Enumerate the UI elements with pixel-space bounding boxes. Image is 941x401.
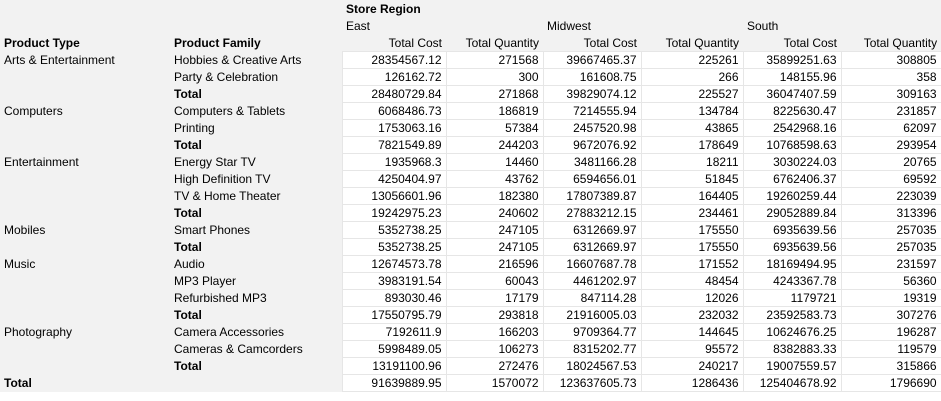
subtotal-label[interactable]: Total: [170, 86, 342, 103]
total-cost-cell[interactable]: 6312669.97: [543, 239, 641, 256]
total-cost-cell[interactable]: 6935639.56: [743, 222, 841, 239]
total-cost-cell[interactable]: 17807389.87: [543, 188, 641, 205]
grand-total-cost-cell[interactable]: 123637605.73: [543, 375, 641, 392]
total-cost-cell[interactable]: 148155.96: [743, 69, 841, 86]
grand-total-quantity-cell[interactable]: 1796690: [841, 375, 941, 392]
total-quantity-cell[interactable]: 225261: [641, 52, 743, 69]
total-cost-cell[interactable]: 1753063.16: [342, 120, 446, 137]
total-cost-cell[interactable]: 1935968.3: [342, 154, 446, 171]
region-header-east[interactable]: East: [342, 17, 543, 34]
total-cost-cell[interactable]: 13056601.96: [342, 188, 446, 205]
product-family-cell[interactable]: High Definition TV: [170, 171, 342, 188]
product-type-cell[interactable]: [0, 341, 170, 358]
table-row: [0, 120, 941, 137]
total-quantity-cell[interactable]: 358: [841, 69, 941, 86]
total-cost-cell[interactable]: 36047407.59: [743, 86, 841, 103]
total-cost-cell[interactable]: 35899251.63: [743, 52, 841, 69]
total-quantity-cell[interactable]: 18211: [641, 154, 743, 171]
total-quantity-cell[interactable]: 196287: [841, 324, 941, 341]
product-family-cell[interactable]: Audio: [170, 256, 342, 273]
total-quantity-cell[interactable]: 171552: [641, 256, 743, 273]
grand-total-cost-cell[interactable]: 125404678.92: [743, 375, 841, 392]
total-cost-cell[interactable]: 18169494.95: [743, 256, 841, 273]
subtotal-label[interactable]: Total: [170, 358, 342, 375]
total-cost-cell[interactable]: 6762406.37: [743, 171, 841, 188]
total-cost-cell[interactable]: 39667465.37: [543, 52, 641, 69]
grand-total-quantity-cell[interactable]: 1286436: [641, 375, 743, 392]
product-type-cell[interactable]: [0, 69, 170, 86]
total-quantity-header[interactable]: Total Quantity: [641, 34, 743, 52]
product-type-cell[interactable]: [0, 120, 170, 137]
grand-total-label[interactable]: Total: [0, 375, 170, 392]
product-type-cell[interactable]: [0, 290, 170, 307]
total-quantity-cell[interactable]: 166203: [446, 324, 543, 341]
grand-total-spacer: [170, 375, 342, 392]
total-cost-cell[interactable]: 13191100.96: [342, 358, 446, 375]
total-quantity-cell[interactable]: 60043: [446, 273, 543, 290]
total-cost-cell[interactable]: 19007559.57: [743, 358, 841, 375]
total-cost-cell[interactable]: 3481166.28: [543, 154, 641, 171]
product-type-cell[interactable]: [0, 188, 170, 205]
product-type-cell[interactable]: Mobiles: [0, 222, 170, 239]
total-cost-cell[interactable]: 161608.75: [543, 69, 641, 86]
product-family-cell[interactable]: Camera Accessories: [170, 324, 342, 341]
total-quantity-cell[interactable]: 309163: [841, 86, 941, 103]
grand-total-row: [0, 375, 941, 392]
total-quantity-cell[interactable]: 240602: [446, 205, 543, 222]
total-quantity-cell[interactable]: 56360: [841, 273, 941, 290]
total-quantity-header[interactable]: Total Quantity: [446, 34, 543, 52]
total-cost-cell[interactable]: 8382883.33: [743, 341, 841, 358]
total-quantity-cell[interactable]: 266: [641, 69, 743, 86]
product-family-cell[interactable]: Energy Star TV: [170, 154, 342, 171]
region-header-south[interactable]: South: [743, 17, 941, 34]
total-cost-cell[interactable]: 10768598.63: [743, 137, 841, 154]
total-cost-cell[interactable]: 39829074.12: [543, 86, 641, 103]
table-row: [0, 341, 941, 358]
table-row: [0, 222, 941, 239]
total-quantity-cell[interactable]: 62097: [841, 120, 941, 137]
total-quantity-cell[interactable]: 51845: [641, 171, 743, 188]
grand-total-quantity-cell[interactable]: 1570072: [446, 375, 543, 392]
total-cost-cell[interactable]: 6068486.73: [342, 103, 446, 120]
subtotal-label[interactable]: Total: [170, 205, 342, 222]
subtotal-row: [0, 205, 941, 222]
total-cost-cell[interactable]: 6935639.56: [743, 239, 841, 256]
product-family-cell[interactable]: Refurbished MP3: [170, 290, 342, 307]
total-cost-cell[interactable]: 19242975.23: [342, 205, 446, 222]
total-cost-cell[interactable]: 3983191.54: [342, 273, 446, 290]
total-quantity-cell[interactable]: 57384: [446, 120, 543, 137]
total-cost-cell[interactable]: 23592583.73: [743, 307, 841, 324]
total-quantity-cell[interactable]: 247105: [446, 222, 543, 239]
product-type-cell[interactable]: [0, 137, 170, 154]
total-quantity-cell[interactable]: 182380: [446, 188, 543, 205]
table-row: [0, 103, 941, 120]
table-row: [0, 324, 941, 341]
total-cost-cell[interactable]: 10624676.25: [743, 324, 841, 341]
total-quantity-cell[interactable]: 244203: [446, 137, 543, 154]
corner-cell: [0, 17, 170, 34]
total-cost-cell[interactable]: 2457520.98: [543, 120, 641, 137]
region-header-midwest[interactable]: Midwest: [543, 17, 743, 34]
total-cost-cell[interactable]: 7214555.94: [543, 103, 641, 120]
total-quantity-cell[interactable]: 272476: [446, 358, 543, 375]
total-quantity-cell[interactable]: 315866: [841, 358, 941, 375]
total-cost-header[interactable]: Total Cost: [543, 34, 641, 52]
total-quantity-cell[interactable]: 178649: [641, 137, 743, 154]
subtotal-row: [0, 86, 941, 103]
table-row: [0, 69, 941, 86]
total-quantity-cell[interactable]: 223039: [841, 188, 941, 205]
product-type-cell[interactable]: [0, 86, 170, 103]
total-cost-cell[interactable]: 27883212.15: [543, 205, 641, 222]
total-cost-cell[interactable]: 6594656.01: [543, 171, 641, 188]
product-type-cell[interactable]: Photography: [0, 324, 170, 341]
total-cost-cell[interactable]: 28354567.12: [342, 52, 446, 69]
total-cost-cell[interactable]: 12674573.78: [342, 256, 446, 273]
table-row: [0, 290, 941, 307]
corner-cell: [170, 0, 342, 17]
total-quantity-cell[interactable]: 12026: [641, 290, 743, 307]
product-family-header[interactable]: Product Family: [170, 34, 342, 52]
product-type-cell[interactable]: [0, 205, 170, 222]
total-cost-cell[interactable]: 5352738.25: [342, 239, 446, 256]
table-row: [0, 256, 941, 273]
total-quantity-cell[interactable]: 216596: [446, 256, 543, 273]
total-quantity-header[interactable]: Total Quantity: [841, 34, 941, 52]
total-cost-cell[interactable]: 8225630.47: [743, 103, 841, 120]
product-type-cell[interactable]: [0, 307, 170, 324]
total-quantity-cell[interactable]: 307276: [841, 307, 941, 324]
total-quantity-cell[interactable]: 48454: [641, 273, 743, 290]
total-cost-cell[interactable]: 17550795.79: [342, 307, 446, 324]
total-quantity-cell[interactable]: 225527: [641, 86, 743, 103]
subtotal-row: [0, 239, 941, 256]
total-quantity-cell[interactable]: 293954: [841, 137, 941, 154]
product-family-cell[interactable]: TV & Home Theater: [170, 188, 342, 205]
table-row: [0, 154, 941, 171]
total-quantity-cell[interactable]: 106273: [446, 341, 543, 358]
product-family-cell[interactable]: Cameras & Camcorders: [170, 341, 342, 358]
product-family-cell[interactable]: MP3 Player: [170, 273, 342, 290]
subtotal-label[interactable]: Total: [170, 137, 342, 154]
total-quantity-cell[interactable]: 231597: [841, 256, 941, 273]
total-quantity-cell[interactable]: 231857: [841, 103, 941, 120]
product-family-cell[interactable]: Party & Celebration: [170, 69, 342, 86]
product-family-cell[interactable]: Computers & Tablets: [170, 103, 342, 120]
subtotal-row: [0, 307, 941, 324]
total-cost-cell[interactable]: 21916005.03: [543, 307, 641, 324]
total-quantity-cell[interactable]: 95572: [641, 341, 743, 358]
total-quantity-cell[interactable]: 175550: [641, 222, 743, 239]
total-cost-cell[interactable]: 4243367.78: [743, 273, 841, 290]
product-type-header[interactable]: Product Type: [0, 34, 170, 52]
total-quantity-cell[interactable]: 234461: [641, 205, 743, 222]
corner-cell: [0, 0, 170, 17]
table-row: [0, 273, 941, 290]
total-quantity-cell[interactable]: 257035: [841, 239, 941, 256]
total-cost-cell[interactable]: 9672076.92: [543, 137, 641, 154]
total-cost-header[interactable]: Total Cost: [342, 34, 446, 52]
table-row: [0, 52, 941, 69]
total-cost-cell[interactable]: 19260259.44: [743, 188, 841, 205]
total-quantity-cell[interactable]: 308805: [841, 52, 941, 69]
total-quantity-cell[interactable]: 271868: [446, 86, 543, 103]
total-cost-cell[interactable]: 16607687.78: [543, 256, 641, 273]
product-type-cell[interactable]: Music: [0, 256, 170, 273]
total-cost-cell[interactable]: 4250404.97: [342, 171, 446, 188]
total-quantity-cell[interactable]: 69592: [841, 171, 941, 188]
product-type-cell[interactable]: Entertainment: [0, 154, 170, 171]
total-quantity-cell[interactable]: 313396: [841, 205, 941, 222]
total-quantity-cell[interactable]: 232032: [641, 307, 743, 324]
corner-cell: [170, 17, 342, 34]
total-cost-header[interactable]: Total Cost: [743, 34, 841, 52]
total-cost-cell[interactable]: 28480729.84: [342, 86, 446, 103]
product-type-cell[interactable]: Computers: [0, 103, 170, 120]
subtotal-label[interactable]: Total: [170, 239, 342, 256]
total-quantity-cell[interactable]: 257035: [841, 222, 941, 239]
total-cost-cell[interactable]: 847114.28: [543, 290, 641, 307]
total-cost-cell[interactable]: 5998489.05: [342, 341, 446, 358]
total-quantity-cell[interactable]: 43865: [641, 120, 743, 137]
product-type-cell[interactable]: Arts & Entertainment: [0, 52, 170, 69]
total-cost-cell[interactable]: 5352738.25: [342, 222, 446, 239]
total-quantity-cell[interactable]: 43762: [446, 171, 543, 188]
total-quantity-cell[interactable]: 14460: [446, 154, 543, 171]
total-cost-cell[interactable]: 2542968.16: [743, 120, 841, 137]
product-type-cell[interactable]: [0, 171, 170, 188]
total-cost-cell[interactable]: 4461202.97: [543, 273, 641, 290]
subtotal-row: [0, 137, 941, 154]
total-cost-cell[interactable]: 18024567.53: [543, 358, 641, 375]
product-family-cell[interactable]: Smart Phones: [170, 222, 342, 239]
total-quantity-cell[interactable]: 186819: [446, 103, 543, 120]
total-quantity-cell[interactable]: 164405: [641, 188, 743, 205]
total-cost-cell[interactable]: 1179721: [743, 290, 841, 307]
total-quantity-cell[interactable]: 17179: [446, 290, 543, 307]
total-quantity-cell[interactable]: 300: [446, 69, 543, 86]
grand-total-cost-cell[interactable]: 91639889.95: [342, 375, 446, 392]
table-row: [0, 171, 941, 188]
product-family-cell[interactable]: Printing: [170, 120, 342, 137]
store-region-header[interactable]: Store Region: [342, 0, 941, 17]
total-quantity-cell[interactable]: 271568: [446, 52, 543, 69]
total-quantity-cell[interactable]: 144645: [641, 324, 743, 341]
total-quantity-cell[interactable]: 20765: [841, 154, 941, 171]
product-family-cell[interactable]: Hobbies & Creative Arts: [170, 52, 342, 69]
total-cost-cell[interactable]: 893030.46: [342, 290, 446, 307]
total-cost-cell[interactable]: 3030224.03: [743, 154, 841, 171]
total-cost-cell[interactable]: 29052889.84: [743, 205, 841, 222]
product-type-cell[interactable]: [0, 239, 170, 256]
total-cost-cell[interactable]: 126162.72: [342, 69, 446, 86]
total-quantity-cell[interactable]: 134784: [641, 103, 743, 120]
total-quantity-cell[interactable]: 119579: [841, 341, 941, 358]
total-cost-cell[interactable]: 7821549.89: [342, 137, 446, 154]
total-cost-cell[interactable]: 9709364.77: [543, 324, 641, 341]
total-cost-cell[interactable]: 6312669.97: [543, 222, 641, 239]
subtotal-label[interactable]: Total: [170, 307, 342, 324]
total-cost-cell[interactable]: 8315202.77: [543, 341, 641, 358]
total-quantity-cell[interactable]: 247105: [446, 239, 543, 256]
total-cost-cell[interactable]: 7192611.9: [342, 324, 446, 341]
product-type-cell[interactable]: [0, 358, 170, 375]
total-quantity-cell[interactable]: 175550: [641, 239, 743, 256]
product-type-cell[interactable]: [0, 273, 170, 290]
total-quantity-cell[interactable]: 293818: [446, 307, 543, 324]
subtotal-row: [0, 358, 941, 375]
total-quantity-cell[interactable]: 240217: [641, 358, 743, 375]
total-quantity-cell[interactable]: 19319: [841, 290, 941, 307]
table-row: [0, 188, 941, 205]
